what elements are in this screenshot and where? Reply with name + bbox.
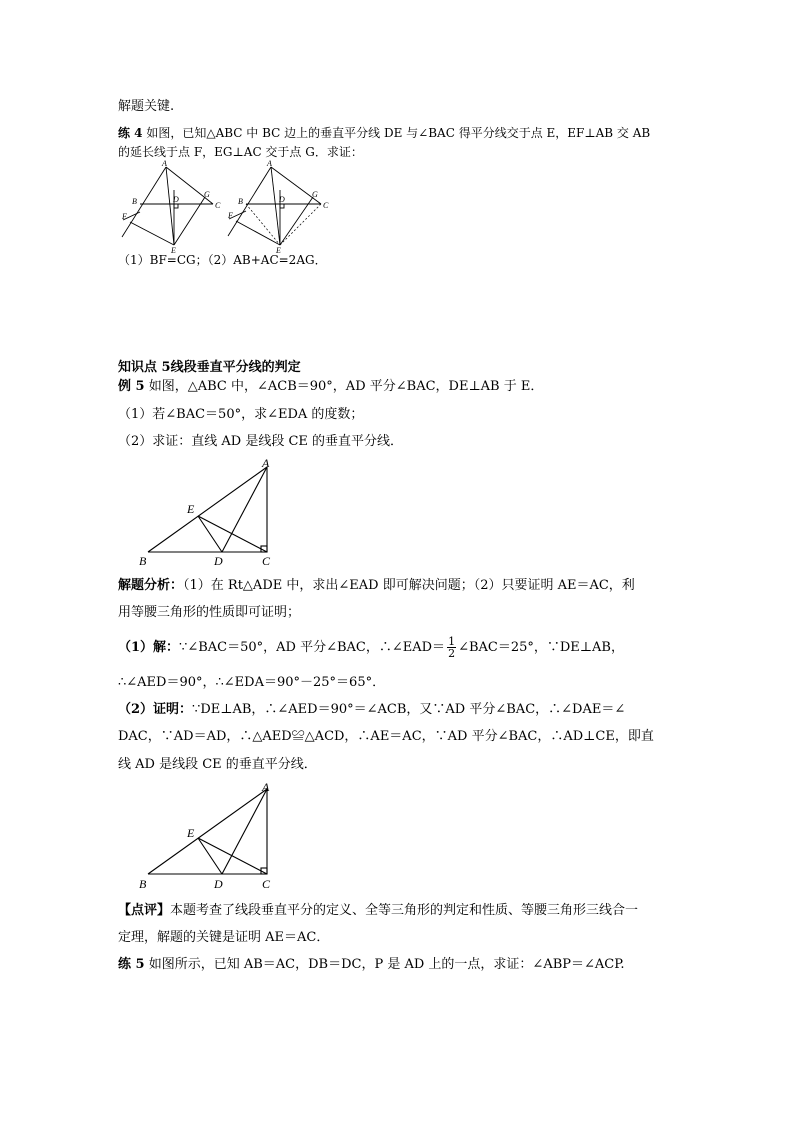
solution-1-line1 bbox=[118, 636, 624, 660]
example-5-figure-2 bbox=[136, 780, 281, 895]
analysis-label: 解题分析： bbox=[118, 578, 184, 593]
point-label-A: A bbox=[162, 159, 167, 168]
solution-text: ∵∠BAC＝50°，AD 平分∠BAC，∴∠EAD＝ bbox=[179, 640, 446, 655]
point-label-C: C bbox=[215, 201, 221, 210]
solution-label: （1）解： bbox=[118, 640, 180, 655]
exercise-5-line bbox=[118, 956, 624, 974]
point-label-B: B bbox=[238, 197, 243, 206]
point-label-D: D bbox=[279, 195, 285, 204]
point-label-E: E bbox=[276, 246, 281, 255]
exercise-label: 练 5 bbox=[118, 957, 145, 972]
section-heading: 知识点 5线段垂直平分线的判定 bbox=[118, 360, 301, 375]
point-label-E: E bbox=[171, 246, 176, 255]
exercise-text: 如图，已知△ABC 中 BC 边上的垂直平分线 DE 与∠BAC 得平分线交于点 E，EF⊥AB 交 AB bbox=[146, 126, 651, 140]
point-label-A: A bbox=[262, 780, 270, 794]
exercise-4-figure-right bbox=[225, 160, 337, 254]
solution-text: ∠BAC＝25°，∵DE⊥AB， bbox=[458, 640, 624, 655]
point-label-B: B bbox=[132, 197, 137, 206]
point-label-G: G bbox=[312, 190, 318, 199]
exercise-4-line2: 的延长线于点 F，EG⊥AC 交于点 G．求证： bbox=[118, 145, 363, 159]
analysis-line2: 用等腰三角形的性质即可证明； bbox=[118, 605, 301, 620]
exercise-4-figure-left bbox=[118, 160, 230, 254]
example-5-q1: （1）若∠BAC＝50°，求∠EDA 的度数； bbox=[118, 407, 364, 422]
point-label-E: E bbox=[187, 826, 195, 840]
point-label-A: A bbox=[262, 456, 270, 470]
analysis-text: （1）在 Rt△ADE 中，求出∠EAD 即可解决问题；（2）只要证明 AE＝AC，利 bbox=[183, 578, 635, 593]
example-5-figure-1 bbox=[136, 455, 281, 570]
point-label-B: B bbox=[139, 877, 147, 891]
exercise-label: 练 4 bbox=[118, 126, 143, 140]
analysis-line1 bbox=[118, 577, 635, 595]
example-text: 如图，△ABC 中，∠ACB＝90°，AD 平分∠BAC，DE⊥AB 于 E． bbox=[148, 379, 544, 394]
point-label-C: C bbox=[262, 877, 271, 891]
fraction-one-half: $\frac{1}{2}$ bbox=[448, 635, 456, 660]
solution-2-line1 bbox=[118, 701, 625, 719]
point-label-F: F bbox=[122, 212, 127, 221]
example-label: 例 5 bbox=[118, 379, 145, 394]
solution-2-line3: 线 AD 是线段 CE 的垂直平分线． bbox=[118, 757, 317, 772]
proof-text: ∵DE⊥AB，∴∠AED＝90°＝∠ACB，又∵AD 平分∠BAC，∴∠DAE＝∠ bbox=[192, 702, 626, 717]
review-line2: 定理，解题的关键是证明 AE＝AC． bbox=[118, 930, 330, 945]
point-label-B: B bbox=[139, 554, 147, 568]
point-label-A: A bbox=[267, 159, 272, 168]
point-label-F: F bbox=[228, 211, 233, 220]
review-label: 【点评】 bbox=[118, 903, 171, 918]
point-label-D: D bbox=[173, 195, 179, 204]
review-text: 本题考查了线段垂直平分的定义、全等三角形的判定和性质、等腰三角形三线合一 bbox=[170, 903, 639, 918]
review-line1 bbox=[118, 902, 638, 920]
exercise-text: 如图所示，已知 AB＝AC，DB＝DC，P 是 AD 上的一点，求证：∠ABP＝∠ACP. bbox=[148, 957, 625, 972]
point-label-C: C bbox=[323, 201, 329, 210]
example-5-q2: （2）求证：直线 AD 是线段 CE 的垂直平分线． bbox=[118, 434, 404, 449]
example-5-line1 bbox=[118, 378, 543, 396]
point-label-D: D bbox=[214, 554, 223, 568]
point-label-D: D bbox=[214, 877, 223, 891]
solution-1-line2: ∴∠AED＝90°，∴∠EDA＝90°－25°＝65°． bbox=[118, 675, 386, 690]
point-label-E: E bbox=[187, 502, 195, 516]
exercise-4-question: （1）BF=CG；（2）AB+AC=2AG． bbox=[118, 253, 327, 267]
proof-label: （2）证明： bbox=[118, 702, 193, 717]
text-line: 解题关键. bbox=[118, 99, 175, 114]
point-label-C: C bbox=[262, 554, 271, 568]
solution-2-line2: DAC，∵AD＝AD，∴△AED≌△ACD，∴AE＝AC，∵AD 平分∠BAC，∴AD⊥CE，即直 bbox=[118, 729, 654, 744]
exercise-4-line1 bbox=[118, 124, 650, 142]
point-label-G: G bbox=[204, 190, 210, 199]
